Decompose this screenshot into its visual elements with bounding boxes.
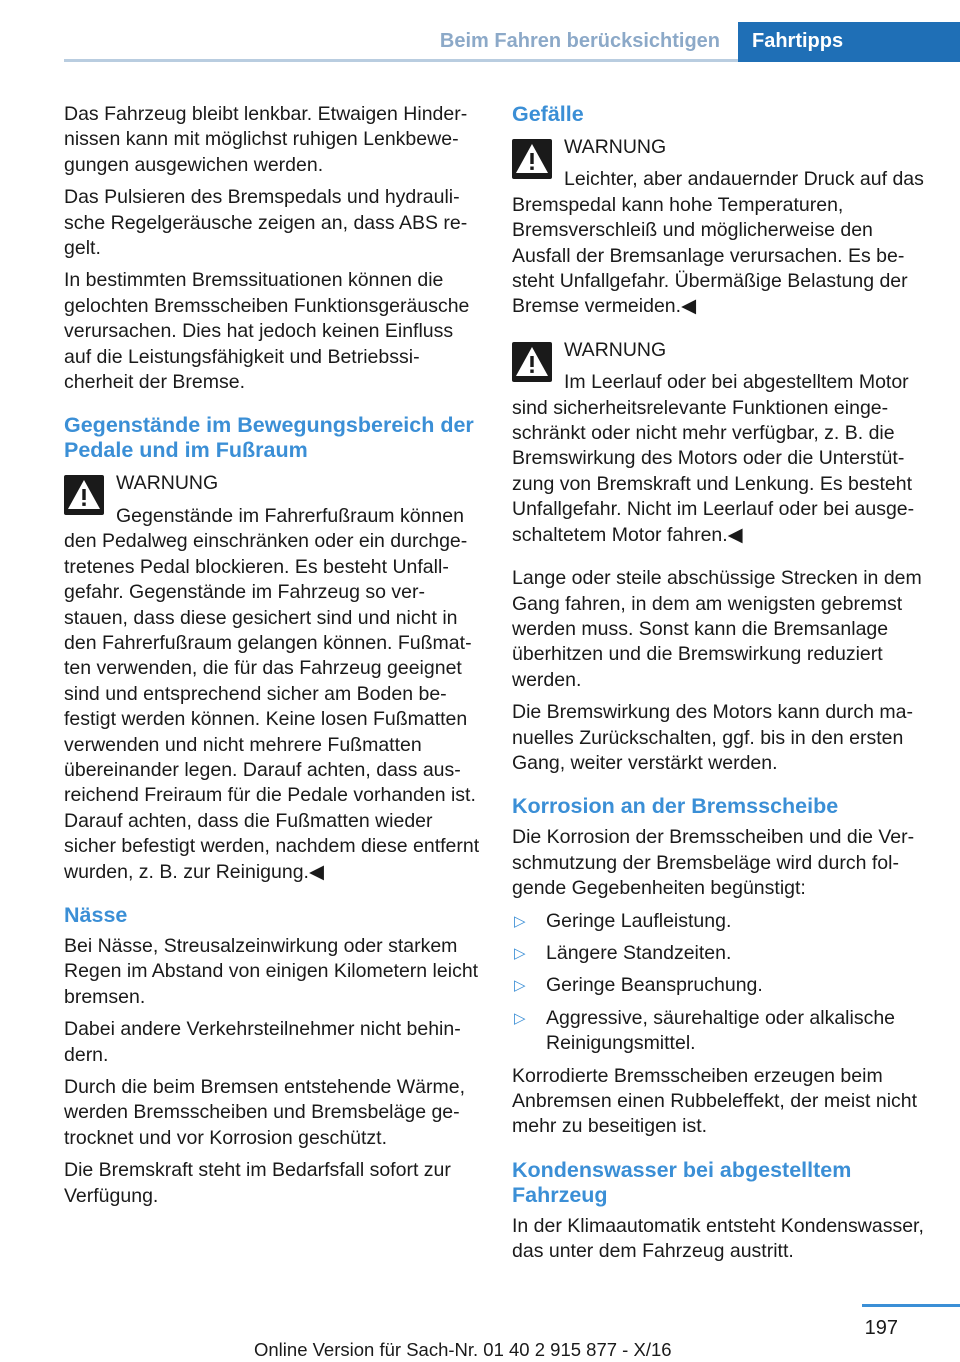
paragraph: Korrodierte Bremsscheiben erzeugen beim Anbremsen einen Rubbeleffekt, der meist nicht mehr zu beseitigen ist. — [512, 1064, 918, 1138]
right-column — [512, 102, 926, 1272]
warning-title: WARNUNG — [116, 472, 219, 495]
list-item-text: Geringe Laufleistung. — [546, 909, 732, 932]
warning-text: Im Leerlauf oder bei abgestelltem Motor sind sicherheitsrelevante Funktionen eingeschränkt oder nicht mehr verfügbar, z. B. die Bremswirkung des Motors oder die Unterstützung von Bremskraft und Lenkung. Es besteht Unfallgefahr. Nicht im Leerlauf oder bei ausgeschaltetem Motor fahren.◀ — [512, 371, 915, 546]
paragraph: Durch die beim Bremsen entstehende Wärme, werden Bremsscheiben und Bremsbeläge getrocknet und vor Korrosion geschützt. — [64, 1076, 466, 1149]
warning-text: Leichter, aber andauernder Druck auf das Bremspedal kann hohe Temperaturen, Bremsverschleiß und möglicherweise den Ausfall der Bremsanlage verursachen. Es besteht Unfallgefahr. Übermäßige Belastung der Bremse vermeiden.◀ — [512, 168, 924, 318]
left-column — [64, 102, 480, 1216]
list-item-text: Aggressive, säurehaltige oder alkalische Reinigungsmittel. — [546, 1006, 896, 1055]
paragraph: In bestimmten Bremssituationen können die gelochten Bremsscheiben Funktionsgeräusche verursachen. Dies hat jedoch keinen Einfluss auf die Leistungsfähigkeit und Betriebssicherheit der Bremse. — [64, 269, 470, 394]
section-heading: Korrosion an der Bremsscheibe — [512, 794, 839, 819]
paragraph: Das Pulsieren des Bremspedals und hydraulische Regelgeräusche zeigen an, dass ABS regelt. — [64, 186, 468, 260]
triangle-bullet-icon: ▷ — [514, 944, 526, 962]
paragraph: Dabei andere Verkehrsteilnehmer nicht behindern. — [64, 1018, 461, 1066]
list-item — [512, 941, 926, 966]
bullet-list — [512, 909, 926, 1057]
list-item — [512, 973, 926, 998]
warning-box — [512, 338, 926, 548]
paragraph: Bei Nässe, Streusalzeinwirkung oder starkem Regen im Abstand von einigen Kilometern leicht bremsen. — [64, 934, 479, 1008]
list-item-text: Geringe Beanspruchung. — [546, 974, 763, 997]
page-number: 197 — [864, 1317, 898, 1339]
footer-rule — [862, 1304, 960, 1307]
section-heading: Gefälle — [512, 102, 584, 126]
section-heading: Kondenswasser bei abgestelltem Fahrzeug — [512, 1157, 852, 1207]
paragraph: Die Korrosion der Bremsscheiben und die Verschmutzung der Bremsbeläge wird durch folgende Gegebenheiten begünstigt: — [512, 826, 915, 900]
paragraph: In der Klimaautomatik entsteht Kondenswasser, das unter dem Fahrzeug austritt. — [512, 1214, 924, 1263]
triangle-bullet-icon: ▷ — [514, 1009, 526, 1027]
triangle-bullet-icon: ▷ — [514, 977, 526, 995]
warning-triangle-icon — [512, 139, 552, 179]
warning-triangle-icon — [512, 342, 552, 382]
warning-text: Gegenstände im Fahrerfußraum können den Pedalweg einschränken oder ein durchgetretenes Pedal blockieren. Es besteht Unfallgefahr. Gegenstände im Fahrzeug so verstauen, dass diese gesichert sind und nicht in den Fahrerfußraum gelangen können. Fußmatten verwenden, die für das Fahrzeug geeignet sind und entsprechend sicher am Boden befestigt werden können. Keine losen Fußmatten verwenden und nicht mehrere Fußmatten übereinander legen. Darauf achten, dass ausreichend Freiraum für die Pedale vorhanden ist. Darauf achten, dass die Fußmatten wieder sicher befestigt werden, nachdem diese entfernt wurden, z. B. zur Reinigung.◀ — [64, 504, 480, 883]
triangle-bullet-icon: ▷ — [514, 912, 526, 930]
section-heading: Gegenstände im Bewegungsbereich der Pedale und im Fußraum — [64, 413, 474, 463]
page-header — [0, 0, 960, 62]
header-section-title: Beim Fahren berücksichtigen — [439, 30, 720, 52]
list-item — [512, 1006, 926, 1057]
warning-title: WARNUNG — [564, 136, 667, 158]
paragraph: Die Bremswirkung des Motors kann durch manuelles Zurückschalten, ggf. bis in den ersten Gang, weiter verstärkt werden. — [512, 701, 913, 774]
paragraph: Lange oder steile abschüssige Strecken in dem Gang fahren, in dem am wenigsten gebremst werden muss. Sonst kann die Bremsanlage überhitzen und die Bremswirkung reduziert werden. — [512, 567, 922, 691]
section-heading: Nässe — [64, 902, 128, 927]
warning-triangle-icon — [64, 475, 104, 515]
list-item-text: Längere Standzeiten. — [546, 941, 732, 964]
paragraph: Das Fahrzeug bleibt lenkbar. Etwaigen Hindernissen kann mit möglichst ruhigen Lenkbewegungen ausgewichen werden. — [64, 103, 468, 176]
header-chapter-tab: Fahrtipps — [738, 22, 960, 62]
warning-box — [64, 471, 480, 885]
paragraph: Die Bremskraft steht im Bedarfsfall sofort zur Verfügung. — [64, 1159, 451, 1207]
warning-title: WARNUNG — [564, 338, 667, 361]
warning-box — [512, 135, 926, 320]
list-item — [512, 909, 926, 934]
footer-version-text: Online Version für Sach-Nr. 01 40 2 915 877 - X/16 — [254, 1339, 672, 1360]
